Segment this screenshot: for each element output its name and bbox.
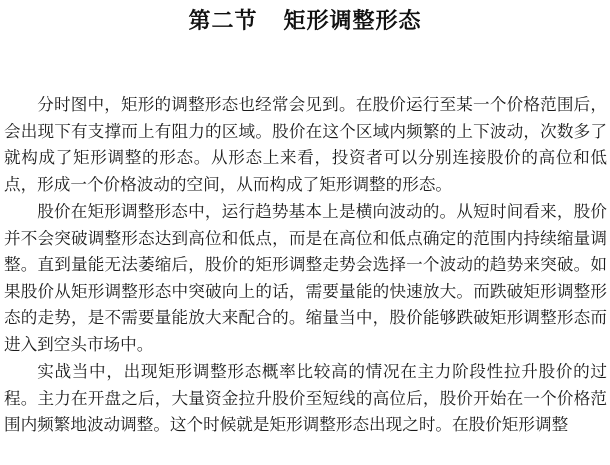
body-text (4, 92, 607, 439)
paragraph: 分时图中，矩形的调整形态也经常会见到。在股价运行至某一个价格范围后，会出现下有支撑而上有阻力的区域。股价在这个区域内频繁的上下波动，次数多了就构成了矩形调整的形态。从形态上来看，投资者可以分别连接股价的高位和低点，形成一个价格波动的空间，从而构成了矩形调整的形态。 (4, 95, 607, 194)
paragraph: 实战当中，出现矩形调整形态概率比较高的情况在主力阶段性拉升股价的过程。主力在开盘之后，大量资金拉升股价至短线的高位后，股价开始在一个价格范围内频繁地波动调整。这个时候就是矩形调整形态出现之时。在股价矩形调整 (4, 362, 607, 434)
section-title: 矩形调整形态 (283, 9, 422, 34)
paragraph: 股价在矩形调整形态中，运行趋势基本上是横向波动的。从短时间看来，股价并不会突破调整形态达到高位和低点，而是在高位和低点确定的范围内持续缩量调整。直到量能无法萎缩后，股价的矩形调整走势会选择一个波动的趋势来突破。如果股价从矩形调整形态中突破向上的话，需要量能的快速放大。而跌破矩形调整形态的走势，是不需要量能放大来配合的。缩量当中，股价能够跌破矩形调整形态而进入到空头市场中。 (4, 202, 607, 354)
section-number: 第二节 (188, 9, 258, 34)
section-heading (0, 4, 610, 35)
